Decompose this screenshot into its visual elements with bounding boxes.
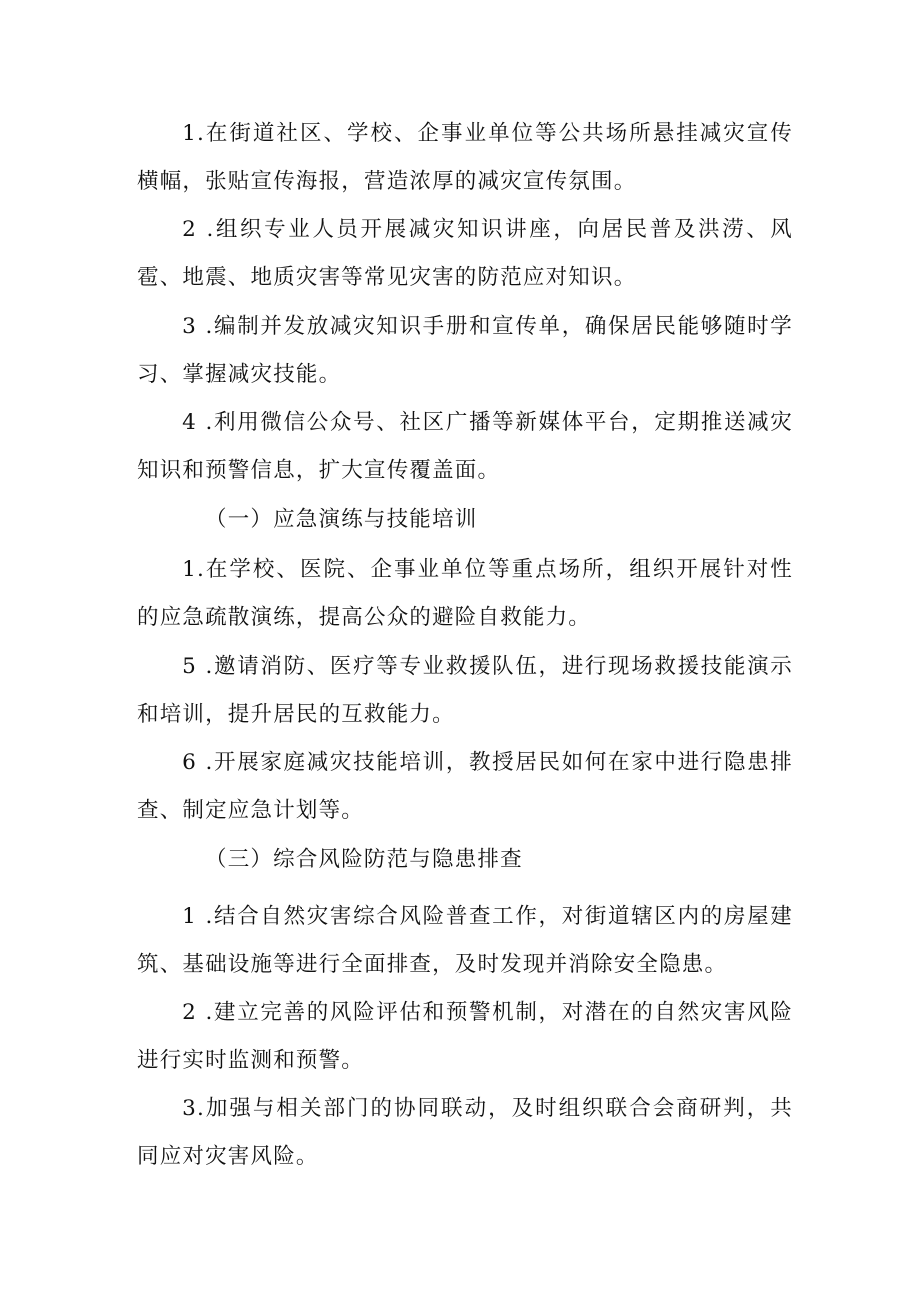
paragraph-handbooks: 3 .编制并发放减灾知识手册和宣传单，确保居民能够随时学习、掌握减灾技能。 <box>137 314 793 387</box>
paragraph-warning-mechanism: 2 .建立完善的风险评估和预警机制，对潜在的自然灾害风险进行实时监测和预警。 <box>137 1000 793 1073</box>
paragraph-evacuation-drills: 1.在学校、医院、企事业单位等重点场所，组织开展针对性的应急疏散演练，提高公众的避险自救能力。 <box>137 557 793 630</box>
section-heading-risk-prevention: （三）综合风险防范与隐患排查 <box>205 847 523 872</box>
paragraph-knowledge-lectures: 2 .组织专业人员开展减灾知识讲座，向居民普及洪涝、风雹、地震、地质灾害等常见灾害的防范应对知识。 <box>137 217 793 290</box>
paragraph-rescue-demonstration: 5 .邀请消防、医疗等专业救援队伍，进行现场救援技能演示和培训，提升居民的互救能力。 <box>137 654 793 727</box>
paragraph-publicity-banners: 1.在街道社区、学校、企事业单位等公共场所悬挂减灾宣传横幅，张贴宣传海报，营造浓厚的减灾宣传氛围。 <box>137 121 793 194</box>
paragraph-risk-survey: 1 .结合自然灾害综合风险普查工作，对街道辖区内的房屋建筑、基础设施等进行全面排查，及时发现并消除安全隐患。 <box>137 904 793 977</box>
paragraph-coordination: 3.加强与相关部门的协同联动，及时组织联合会商研判，共同应对灾害风险。 <box>137 1096 793 1169</box>
section-heading-emergency-drills: （一）应急演练与技能培训 <box>205 507 478 532</box>
paragraph-new-media: 4 .利用微信公众号、社区广播等新媒体平台，定期推送减灾知识和预警信息，扩大宣传覆盖面。 <box>137 410 793 483</box>
paragraph-family-training: 6 .开展家庭减灾技能培训，教授居民如何在家中进行隐患排查、制定应急计划等。 <box>137 750 793 823</box>
